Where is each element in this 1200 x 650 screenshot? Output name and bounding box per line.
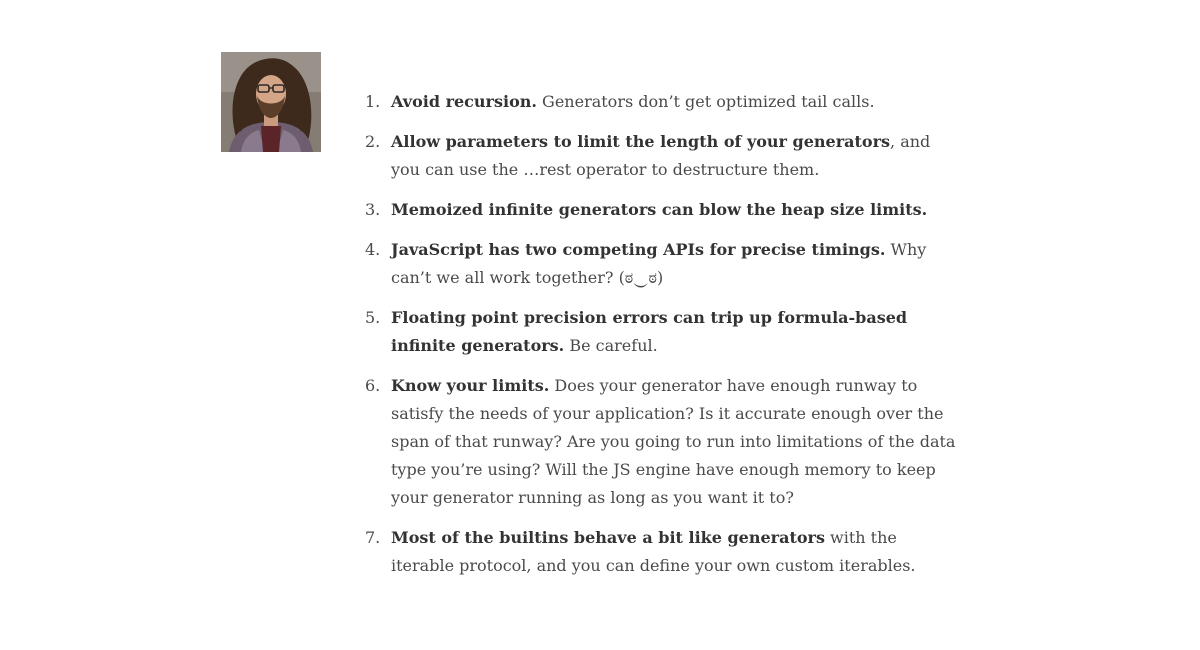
list-item <box>362 524 962 580</box>
list-item-number: 7. <box>365 528 381 547</box>
list-item <box>362 128 962 184</box>
list-item-text: Why can’t we all work together? (ಠ‿ಠ) <box>391 240 927 287</box>
list-item-text: Does your generator have enough runway to satisfy the needs of your application? Is it accurate enough over the span of that runway? Are you going to run into limitations of the data type you’re using? Will the JS engine have enough memory to keep your generator running as long as you want it to? <box>391 376 956 507</box>
list-item-number: 3. <box>365 200 381 219</box>
list-item-bold: Know your limits. <box>391 376 550 395</box>
list-item <box>362 88 962 116</box>
list-item <box>362 236 962 292</box>
list-item-bold: Floating point precision errors can trip up formula-based infinite generators. <box>391 308 908 355</box>
list-item-text: Generators don’t get optimized tail calls. <box>536 92 875 111</box>
list-item-number: 4. <box>365 240 381 259</box>
list-item-bold: JavaScript has two competing APIs for precise timings. <box>391 240 886 259</box>
list-item <box>362 196 962 224</box>
list-item-number: 5. <box>365 308 381 327</box>
list-item-bold: Most of the builtins behave a bit like generators <box>391 528 825 547</box>
author-portrait-icon <box>221 52 321 152</box>
list-item-number: 6. <box>365 376 381 395</box>
author-avatar <box>221 52 321 152</box>
list-item-bold: Avoid recursion. <box>391 92 537 111</box>
article-body <box>362 88 962 592</box>
list-item-number: 2. <box>365 132 381 151</box>
list-item <box>362 304 962 360</box>
list-item-text: with the iterable protocol, and you can define your own custom iterables. <box>391 528 916 575</box>
list-item-text: , and you can use the …rest operator to destructure them. <box>391 132 931 179</box>
list-item-text: Be careful. <box>564 336 658 355</box>
tips-list <box>362 88 962 580</box>
list-item <box>362 372 962 512</box>
list-item-bold: Allow parameters to limit the length of your generators <box>391 132 891 151</box>
list-item-number: 1. <box>365 92 381 111</box>
list-item-bold: Memoized infinite generators can blow the heap size limits. <box>391 200 928 219</box>
